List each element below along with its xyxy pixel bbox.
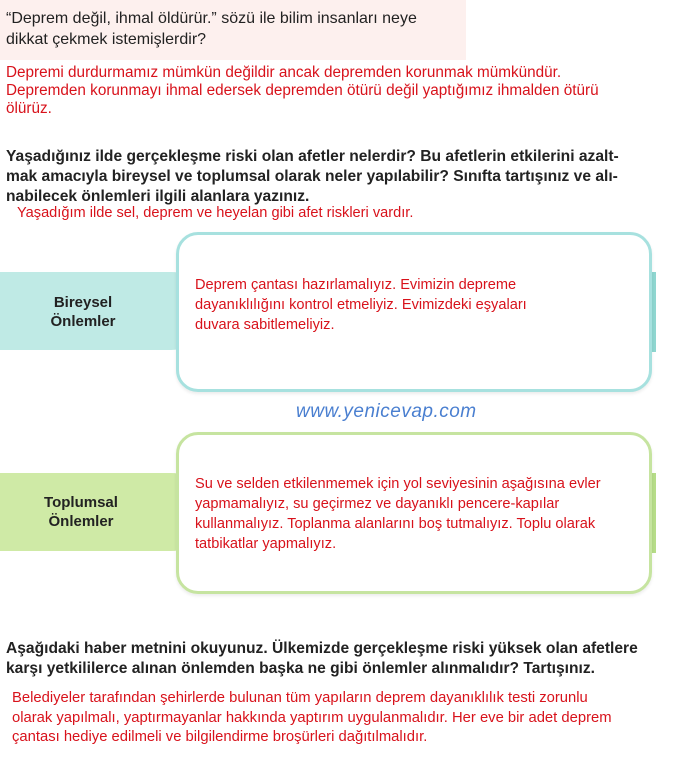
social-line-2: yapmamalıyız, su geçirmez ve dayanıklı pencere-kapılar	[195, 496, 560, 512]
question-3-line-1: Aşağıdaki haber metnini okuyunuz. Ülkemizde gerçekleşme riski yüksek olan afetlere	[6, 640, 638, 657]
individual-line-1: Deprem çantası hazırlamalıyız. Evimizin depreme	[195, 277, 517, 293]
social-label-line-1: Toplumsal	[44, 494, 118, 511]
social-label	[6, 493, 156, 531]
individual-card	[176, 232, 652, 392]
individual-line-3: duvara sabitlemeliyiz.	[195, 317, 335, 333]
question-2-line-2: mak amacıyla bireysel ve toplumsal olarak neler yapılabilir? Sınıfta tartışınız ve alı-	[6, 168, 618, 185]
social-card-edge	[652, 473, 656, 553]
quote-line-1: “Deprem değil, ihmal öldürür.” sözü ile bilim insanları neye	[6, 10, 417, 27]
answer-1-line-1: Depremi durdurmamız mümkün değildir ancak depremden korunmak mümkündür.	[6, 64, 562, 81]
social-label-line-2: Önlemler	[48, 513, 114, 530]
question-2-line-1: Yaşadığınız ilde gerçekleşme riski olan afetler nelerdir? Bu afetlerin etkilerini azalt-	[6, 148, 619, 165]
answer-1-line-2: Depremden korunmayı ihmal edersek depremden ötürü değil yaptığımız ihmalden ötürü	[6, 82, 599, 99]
individual-label	[8, 293, 158, 331]
answer-3-line-2: olarak yapılmalı, yaptırmayanlar hakkında yaptırım uygulanmalıdır. Her eve bir adet deprem	[12, 709, 612, 726]
individual-card-edge	[652, 272, 656, 352]
answer-2: Yaşadığım ilde sel, deprem ve heyelan gibi afet riskleri vardır.	[17, 205, 414, 221]
individual-label-line-2: Önlemler	[50, 313, 116, 330]
question-3	[6, 639, 674, 679]
watermark: www.yenicevap.com	[296, 401, 477, 422]
social-line-1: Su ve selden etkilenmemek için yol seviyesinin aşağısına evler	[195, 476, 601, 492]
answer-3	[12, 689, 672, 748]
question-2	[6, 147, 674, 207]
social-text	[195, 474, 645, 554]
individual-label-line-1: Bireysel	[53, 294, 113, 311]
social-card	[176, 432, 652, 594]
quote-question	[6, 8, 476, 50]
answer-3-line-3: çantası hediye edilmeli ve bilgilendirme broşürleri dağıtılmalıdır.	[12, 729, 428, 745]
answer-1-line-3: ölürüz.	[6, 100, 52, 117]
answer-3-line-1: Belediyeler tarafından şehirlerde bulunan tüm yapıların deprem dayanıklılık testi zorunlu	[12, 690, 588, 706]
individual-line-2: dayanıklılığını kontrol etmeliyiz. Evimizdeki eşyaları	[195, 297, 527, 313]
individual-text	[195, 275, 635, 335]
question-3-line-2: karşı yetkililerce alınan önlemden başka ne gibi önlemler alınmalıdır? Tartışınız.	[6, 660, 596, 677]
social-line-4: tatbikatlar yapmalıyız.	[195, 536, 337, 552]
quote-line-2: dikkat çekmek istemişlerdir?	[6, 31, 207, 48]
social-line-3: kullanmalıyız. Toplanma alanlarını boş tutmalıyız. Toplu olarak	[195, 516, 596, 532]
answer-1	[6, 64, 656, 118]
question-2-line-3: nabilecek önlemleri ilgili alanlara yazınız.	[6, 188, 310, 205]
